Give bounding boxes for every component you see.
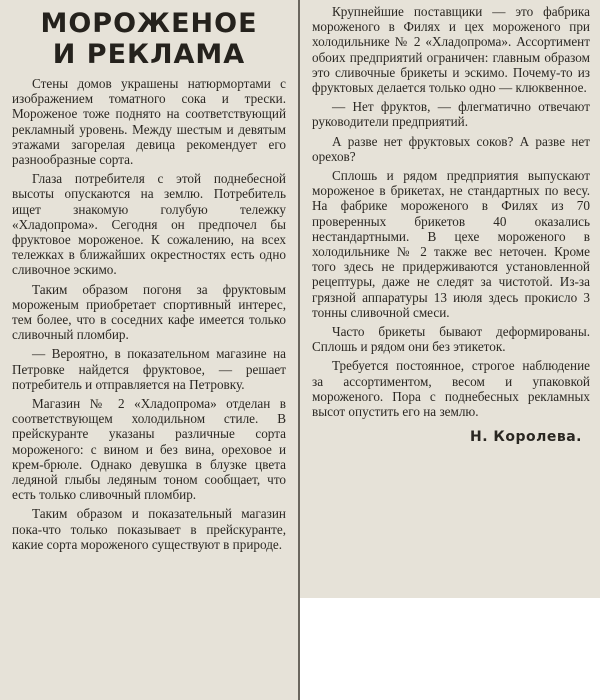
paragraph: Таким образом и показательный магазин пока-что только показывает в прейскуранте, какие сорта мороженого существуют в природе. — [12, 506, 286, 552]
article-headline — [0, 8, 298, 70]
paragraph: Крупнейшие поставщики — это фабрика мороженого в Филях и цех мороженого при холодильнике № 2 «Хладопрома». Ассортимент обоих предприятий ограничен: главным образом это сливочные брикеты и эскимо. Почему-то из фруктовых делается только одно — клюквенное. — [312, 4, 590, 96]
right-column-text — [300, 0, 600, 445]
paragraph: — Вероятно, в показательном магазине на Петровке найдется фруктовое, — решает потребитель и отправляется на Петровку. — [12, 346, 286, 392]
paragraph: Стены домов украшены натюрмортами с изображением томатного сока и трески. Мороженое тоже поднято на соответствующий рекламный уровень. Между шестым и девятым этажами загорелая девица рекомендует его разнообразные сорта. — [12, 76, 286, 168]
paragraph: Магазин № 2 «Хладопрома» отделан в соответствующем холодильном стиле. В прейскуранте указаны различные сорта мороженого: с вином и без вина, ореховое и крем-брюле. Однако девушка в блузке цвета ледяной глыбы ледяным тоном сообщает, что есть только сливочный пломбир. — [12, 396, 286, 503]
headline-line-2: И РЕКЛАМА — [52, 39, 246, 70]
paragraph: Требуется постоянное, строгое наблюдение за ассортиментом, весом и упаковкой мороженого. Пора с поднебесных рекламных высот опустить его на землю. — [312, 358, 590, 420]
paragraph: Глаза потребителя с этой поднебесной высоты опускаются на землю. Потребитель ищет знакомую голубую тележку «Хладопрома». Сегодня он предпочел бы фруктовое мороженое. К сожалению, на всех тележках в ближайших окрестностях есть одно сливочное эскимо. — [12, 171, 286, 278]
paragraph: А разве нет фруктовых соков? А разве нет орехов? — [312, 133, 590, 164]
left-column — [0, 0, 298, 700]
author-signature: Н. Королева. — [470, 429, 582, 446]
paragraph: Часто брикеты бывают деформированы. Сплошь и рядом они без этикеток. — [312, 324, 590, 355]
paragraph: Сплошь и рядом предприятия выпускают мороженое в брикетах, не стандартных по весу. На фабрике мороженого в Филях из 70 проверенных брикетов 40 оказались нестандартными. В цехе мороженого в холодильнике № 2 также вес неточен. Кроме того здесь не придерживаются установленной рецептуры, даже не следят за чистотой. Из-за грязной аппаратуры 13 июля здесь прокисло 3 тонны сливочной смеси. — [312, 168, 590, 320]
paragraph: — Нет фруктов, — флегматично отвечают руководители предприятий. — [312, 99, 590, 130]
left-column-text — [0, 70, 298, 552]
headline-line-1: МОРОЖЕНОЕ — [40, 8, 258, 39]
right-column — [300, 0, 600, 598]
paragraph: Таким образом погоня за фруктовым мороженым приобретает спортивный интерес, тем более, что в соседних кафе имеется только сливочный пломбир. — [12, 281, 286, 343]
